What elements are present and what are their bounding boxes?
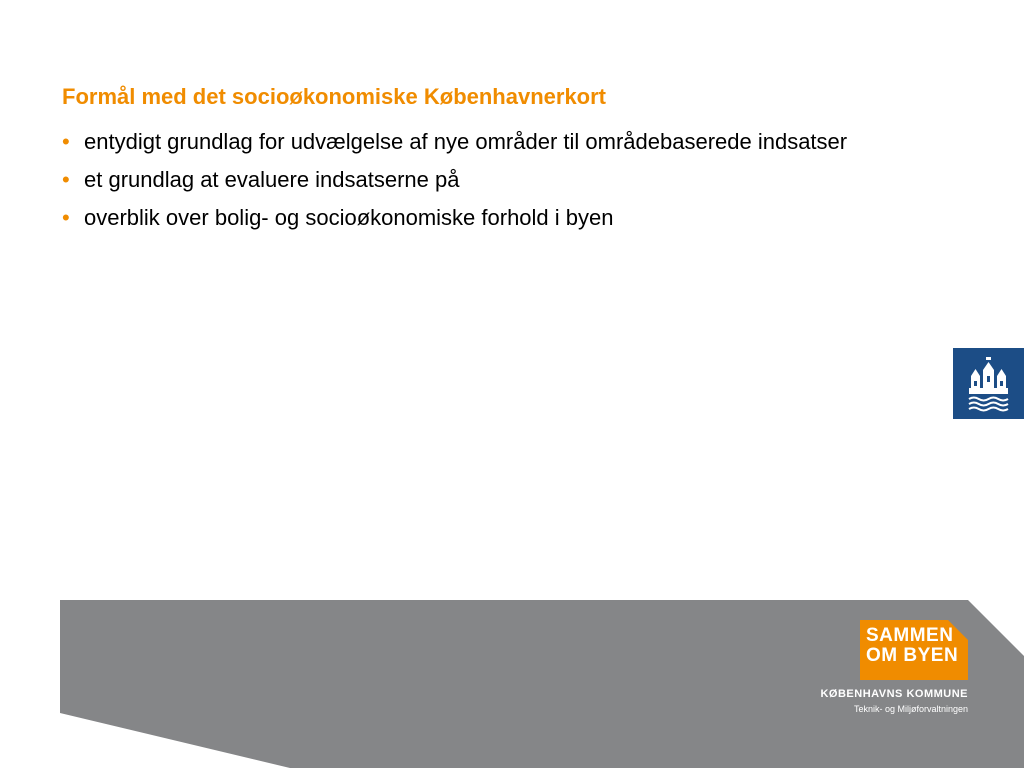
bullet-text: et grundlag at evaluere indsatserne på [84, 167, 460, 192]
bullet-list [62, 127, 892, 241]
bullet-text: overblik over bolig- og socioøkonomiske forhold i byen [84, 205, 614, 230]
bullet-dot-icon: • [62, 205, 70, 230]
organization-name: KØBENHAVNS KOMMUNE [820, 688, 968, 700]
bullet-item [62, 127, 892, 157]
copenhagen-coat-of-arms-icon [953, 348, 1024, 419]
bullet-text: entydigt grundlag for udvælgelse af nye områder til områdebaserede indsatser [84, 129, 848, 154]
bullet-dot-icon: • [62, 167, 70, 192]
bullet-item [62, 203, 892, 233]
city-logo [953, 348, 1024, 419]
badge-line-1: SAMMEN [866, 625, 954, 646]
badge-line-2: OM BYEN [866, 645, 959, 666]
department-name: Teknik- og Miljøforvaltningen [853, 704, 968, 714]
bullet-dot-icon: • [62, 129, 70, 154]
slide-title: Formål med det socioøkonomiske Københavnerkort [62, 84, 607, 109]
bullet-item [62, 165, 892, 195]
